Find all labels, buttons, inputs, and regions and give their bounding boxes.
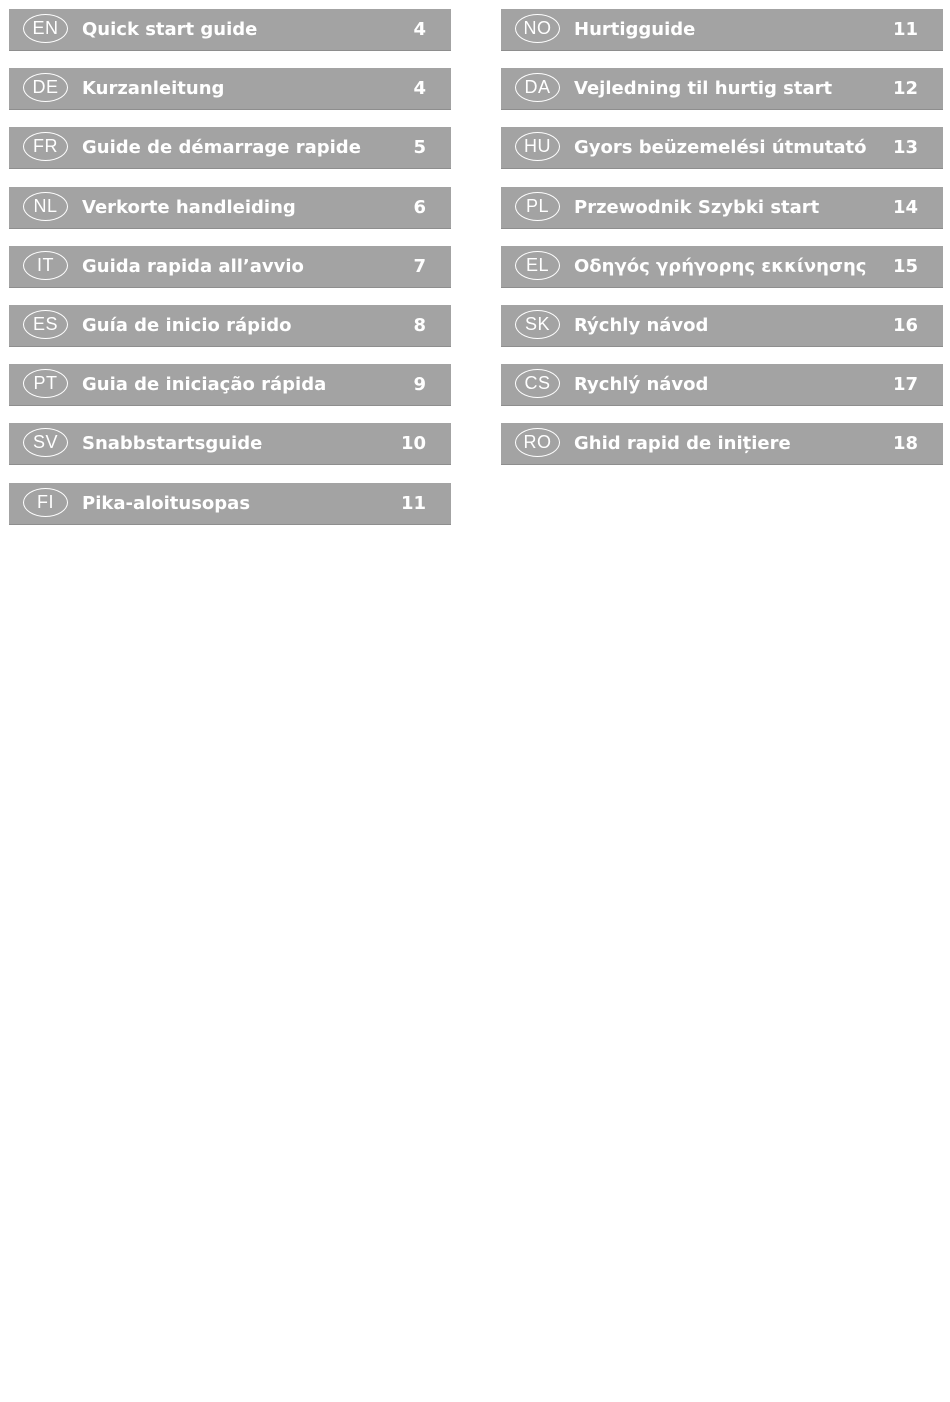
toc-entry-pt[interactable] — [9, 364, 451, 406]
language-badge: DA — [515, 73, 560, 102]
language-badge: SV — [23, 428, 68, 457]
toc-entry-pl[interactable] — [501, 187, 943, 229]
language-badge: SK — [515, 310, 560, 339]
toc-page-number: 17 — [892, 374, 918, 396]
toc-title: Hurtigguide — [574, 19, 696, 40]
language-badge: PL — [515, 192, 560, 221]
language-badge: IT — [23, 251, 68, 280]
toc-title: Rychlý návod — [574, 374, 709, 396]
language-badge: ES — [23, 310, 68, 339]
toc-title: Guía de inicio rápido — [82, 314, 292, 336]
toc-title: Οδηγός γρήγορης εκκίνησης — [574, 255, 867, 277]
toc-entry-da[interactable] — [501, 68, 943, 110]
toc-page-number: 11 — [400, 492, 426, 514]
toc-entry-hu[interactable] — [501, 127, 943, 169]
toc-page-number: 16 — [892, 314, 918, 336]
toc-right-column — [501, 9, 943, 483]
language-badge: EN — [23, 14, 68, 43]
toc-entry-no[interactable] — [501, 9, 943, 51]
toc-page-number: 4 — [413, 19, 426, 40]
toc-page-number: 12 — [892, 78, 918, 100]
language-badge: RO — [515, 428, 560, 457]
toc-title: Guida rapida all’avvio — [82, 255, 304, 277]
toc-entry-fr[interactable] — [9, 127, 451, 169]
toc-page-number: 5 — [413, 137, 426, 159]
toc-page-number: 15 — [892, 255, 918, 277]
toc-page-number: 9 — [413, 374, 426, 396]
toc-entry-de[interactable] — [9, 68, 451, 110]
toc-title: Ghid rapid de inițiere — [574, 433, 791, 455]
toc-page-number: 6 — [413, 196, 426, 218]
toc-page-number: 8 — [413, 314, 426, 336]
toc-page-number: 14 — [892, 196, 918, 218]
language-badge: NO — [515, 14, 560, 43]
toc-page-number: 18 — [892, 433, 918, 455]
toc-entry-es[interactable] — [9, 305, 451, 347]
language-badge: FI — [23, 488, 68, 517]
toc-title: Przewodnik Szybki start — [574, 196, 820, 218]
toc-entry-sk[interactable] — [501, 305, 943, 347]
toc-entry-sv[interactable] — [9, 423, 451, 465]
toc-title: Gyors beüzemelési útmutató — [574, 137, 867, 159]
toc-left-column — [9, 9, 451, 542]
toc-entry-en[interactable] — [9, 9, 451, 51]
language-badge: FR — [23, 132, 68, 161]
toc-page-number: 7 — [413, 255, 426, 277]
toc-page-number: 4 — [413, 78, 426, 100]
toc-page-number: 10 — [400, 433, 426, 455]
toc-title: Snabbstartsguide — [82, 433, 263, 455]
toc-entry-ro[interactable] — [501, 423, 943, 465]
toc-entry-el[interactable] — [501, 246, 943, 288]
toc-title: Kurzanleitung — [82, 78, 225, 100]
toc-title: Verkorte handleiding — [82, 196, 296, 218]
toc-title: Guide de démarrage rapide — [82, 137, 361, 159]
toc-page-number: 11 — [892, 19, 918, 40]
toc-page-number: 13 — [892, 137, 918, 159]
language-badge: EL — [515, 251, 560, 280]
toc-entry-it[interactable] — [9, 246, 451, 288]
language-badge: CS — [515, 369, 560, 398]
toc-title: Pika-aloitusopas — [82, 492, 251, 514]
toc-title: Quick start guide — [82, 19, 258, 40]
toc-entry-cs[interactable] — [501, 364, 943, 406]
toc-title: Rýchly návod — [574, 314, 709, 336]
language-badge: NL — [23, 192, 68, 221]
language-badge: DE — [23, 73, 68, 102]
toc-entry-nl[interactable] — [9, 187, 451, 229]
toc-title: Vejledning til hurtig start — [574, 78, 833, 100]
toc-title: Guia de iniciação rápida — [82, 374, 327, 396]
toc-entry-fi[interactable] — [9, 483, 451, 525]
language-badge: HU — [515, 132, 560, 161]
language-badge: PT — [23, 369, 68, 398]
